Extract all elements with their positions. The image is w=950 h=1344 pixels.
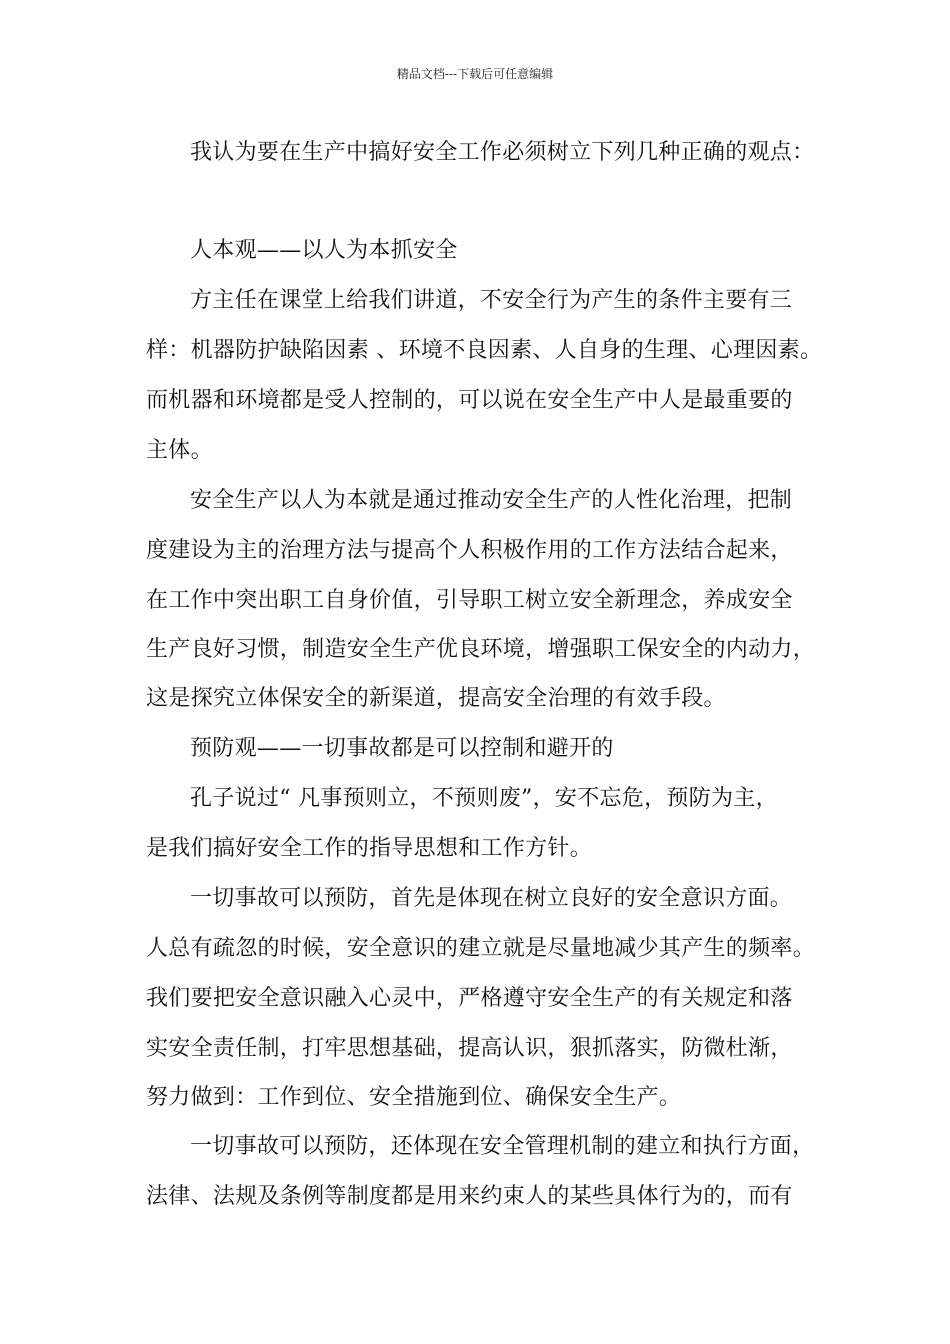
paragraph-line: 而机器和环境都是受人控制的，可以说在安全生产中人是最重要的 bbox=[146, 388, 793, 413]
paragraph-line: 这是探究立体保安全的新渠道，提高安全治理的有效手段。 bbox=[146, 686, 726, 711]
paragraph-line: 生产良好习惯，制造安全生产优良环境，增强职工保安全的内动力， bbox=[146, 637, 816, 662]
paragraph-line: 主体。 bbox=[146, 438, 213, 463]
paragraph-line: 是我们搞好安全工作的指导思想和工作方针。 bbox=[146, 836, 593, 861]
paragraph-line: 努力做到：工作到位、安全措施到位、确保安全生产。 bbox=[146, 1085, 682, 1110]
paragraph-line: 样：机器防护缺陷因素 、环境不良因素、人自身的生理、心理因素。 bbox=[146, 338, 823, 363]
page-header: 精品文档---下载后可任意编辑 bbox=[396, 67, 554, 81]
paragraph-line: 实安全责任制，打牢思想基础，提高认识，狠抓落实，防微杜渐， bbox=[146, 1036, 793, 1061]
section-heading-people: 人本观——以人为本抓安全 bbox=[190, 238, 458, 263]
paragraph-line: 方主任在课堂上给我们讲道，不安全行为产生的条件主要有三 bbox=[190, 288, 793, 313]
section-heading-prevention: 预防观——一切事故都是可以控制和避开的 bbox=[190, 736, 614, 761]
paragraph-line: 安全生产以人为本就是通过推动安全生产的人性化治理，把制 bbox=[190, 488, 793, 513]
paragraph-line: 我们要把安全意识融入心灵中，严格遵守安全生产的有关规定和落 bbox=[146, 986, 793, 1011]
paragraph-line: 法律、法规及条例等制度都是用来约束人的某些具体行为的，而有 bbox=[146, 1184, 793, 1209]
paragraph-line: 度建设为主的治理方法与提高个人积极作用的工作方法结合起来， bbox=[146, 538, 793, 563]
intro-line: 我认为要在生产中搞好安全工作必须树立下列几种正确的观点： bbox=[190, 140, 815, 165]
paragraph-line: 在工作中突出职工自身价值，引导职工树立安全新理念，养成安全 bbox=[146, 588, 793, 613]
paragraph-line: 一切事故可以预防，首先是体现在树立良好的安全意识方面。 bbox=[190, 886, 793, 911]
paragraph-line: 人总有疏忽的时候，安全意识的建立就是尽量地减少其产生的频率。 bbox=[146, 936, 816, 961]
paragraph-line: 一切事故可以预防，还体现在安全管理机制的建立和执行方面， bbox=[190, 1134, 815, 1159]
paragraph-line: 孔子说过“ 凡事预则立，不预则废”，安不忘危，预防为主， bbox=[190, 786, 778, 811]
